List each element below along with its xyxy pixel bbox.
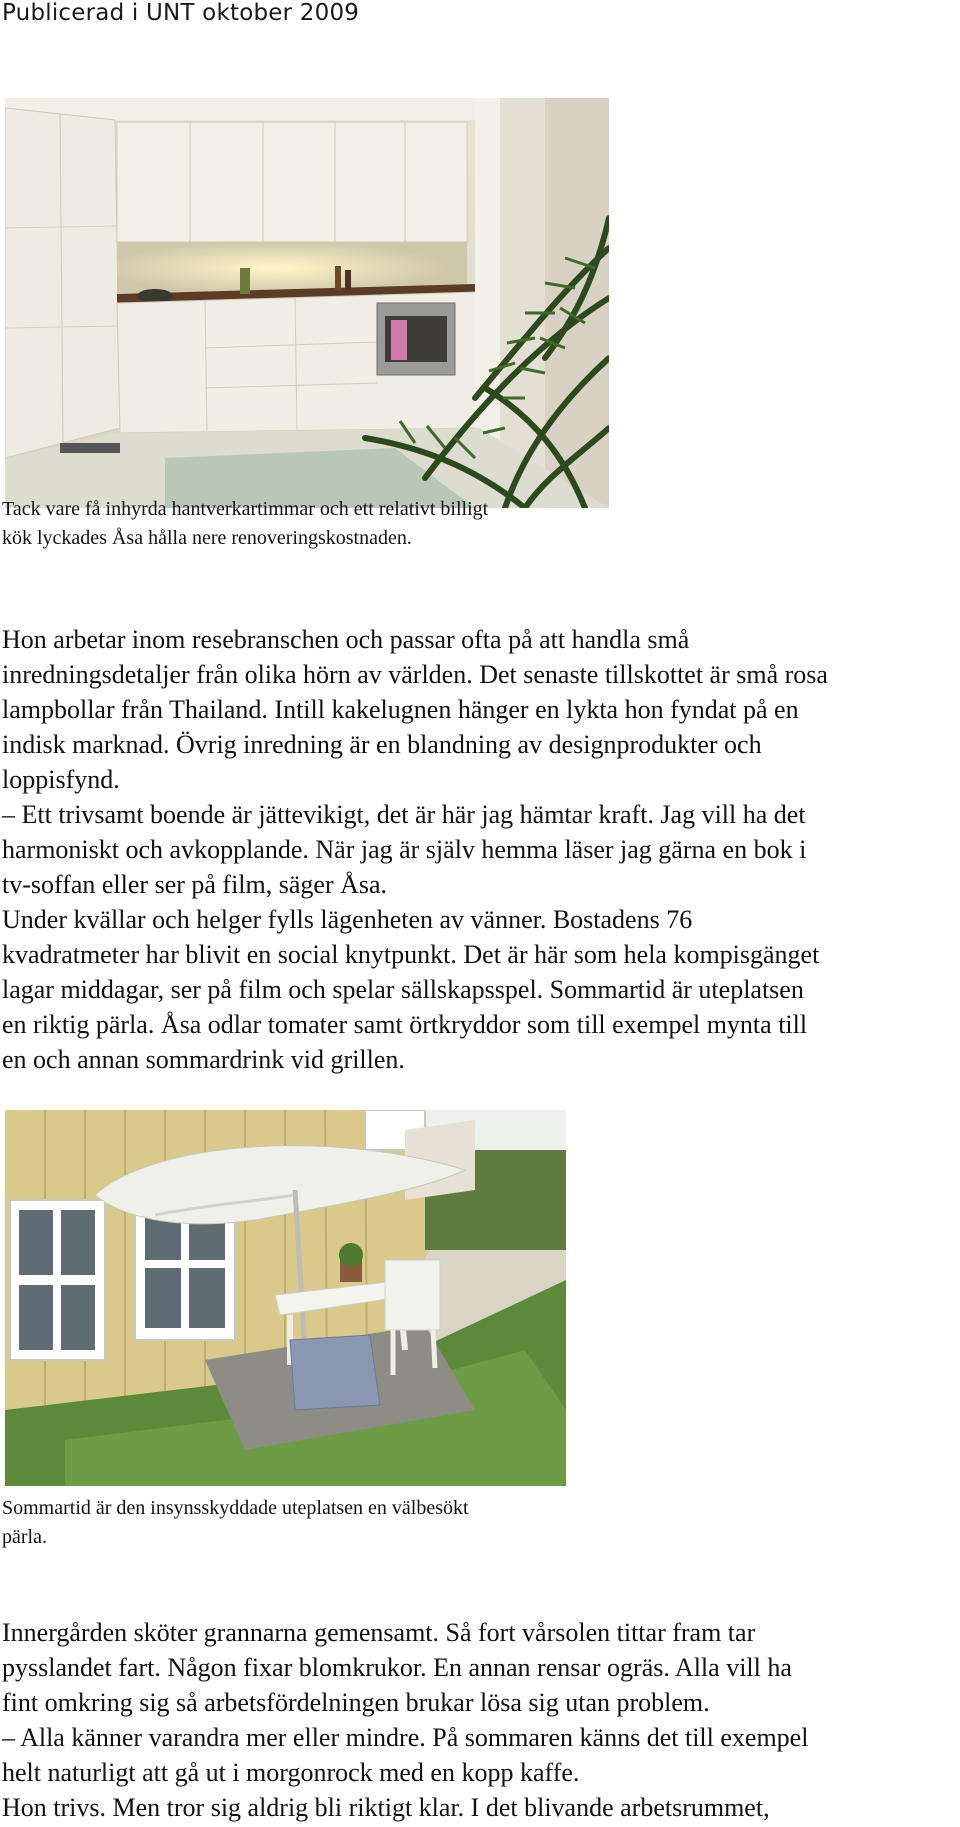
text-line: Under kvällar och helger fylls lägenheten av vänner. Bostadens 76 (2, 905, 693, 934)
caption-line: Tack vare få inhyrda hantverkartimmar och ett relativt billigt (2, 498, 489, 520)
text-line: kvadratmeter har blivit en social knytpunkt. Det är här som hela kompisgänget (2, 940, 820, 969)
text-line: fint omkring sig så arbetsfördelningen brukar lösa sig utan problem. (2, 1688, 710, 1717)
article-section-2 (2, 1615, 957, 1825)
text-line: lagar middagar, ser på film och spelar sällskapsspel. Sommartid är uteplatsen (2, 975, 804, 1004)
text-line: harmoniskt och avkopplande. När jag är själv hemma läser jag gärna en bok i (2, 835, 807, 864)
kitchen-photo-caption (2, 495, 642, 553)
publication-header: Publicerad i UNT oktober 2009 (2, 0, 360, 26)
text-line: en och annan sommardrink vid grillen. (2, 1045, 405, 1074)
text-line: en riktig pärla. Åsa odlar tomater samt örtkryddor som till exempel mynta till (2, 1010, 808, 1039)
caption-line: Sommartid är den insynsskyddade uteplatsen en välbesökt (2, 1497, 469, 1519)
caption-line: pärla. (2, 1526, 47, 1548)
text-line: Hon arbetar inom resebranschen och passar ofta på att handla små (2, 625, 690, 654)
text-line: – Ett trivsamt boende är jättevikigt, det är här jag hämtar kraft. Jag vill ha det (2, 800, 806, 829)
kitchen-photo (5, 98, 609, 508)
article-section-1 (2, 622, 957, 1077)
text-line: – Alla känner varandra mer eller mindre. På sommaren känns det till exempel (2, 1723, 809, 1752)
text-line: Hon trivs. Men tror sig aldrig bli riktigt klar. I det blivande arbetsrummet, (2, 1793, 770, 1822)
text-line: pysslandet fart. Någon fixar blomkrukor. En annan rensar ogräs. Alla vill ha (2, 1653, 792, 1682)
text-line: tv-soffan eller ser på film, säger Åsa. (2, 870, 388, 899)
caption-line: kök lyckades Åsa hålla nere renoveringskostnaden. (2, 527, 412, 549)
text-line: indisk marknad. Övrig inredning är en blandning av designprodukter och (2, 730, 762, 759)
text-line: loppisfynd. (2, 765, 120, 794)
patio-photo (5, 1110, 566, 1486)
text-line: helt naturligt att gå ut i morgonrock med en kopp kaffe. (2, 1758, 580, 1787)
patio-photo-caption (2, 1494, 642, 1552)
text-line: Innergården sköter grannarna gemensamt. Så fort vårsolen tittar fram tar (2, 1618, 756, 1647)
text-line: inredningsdetaljer från olika hörn av världen. Det senaste tillskottet är små rosa (2, 660, 828, 689)
text-line: lampbollar från Thailand. Intill kakelugnen hänger en lykta hon fyndat på en (2, 695, 799, 724)
